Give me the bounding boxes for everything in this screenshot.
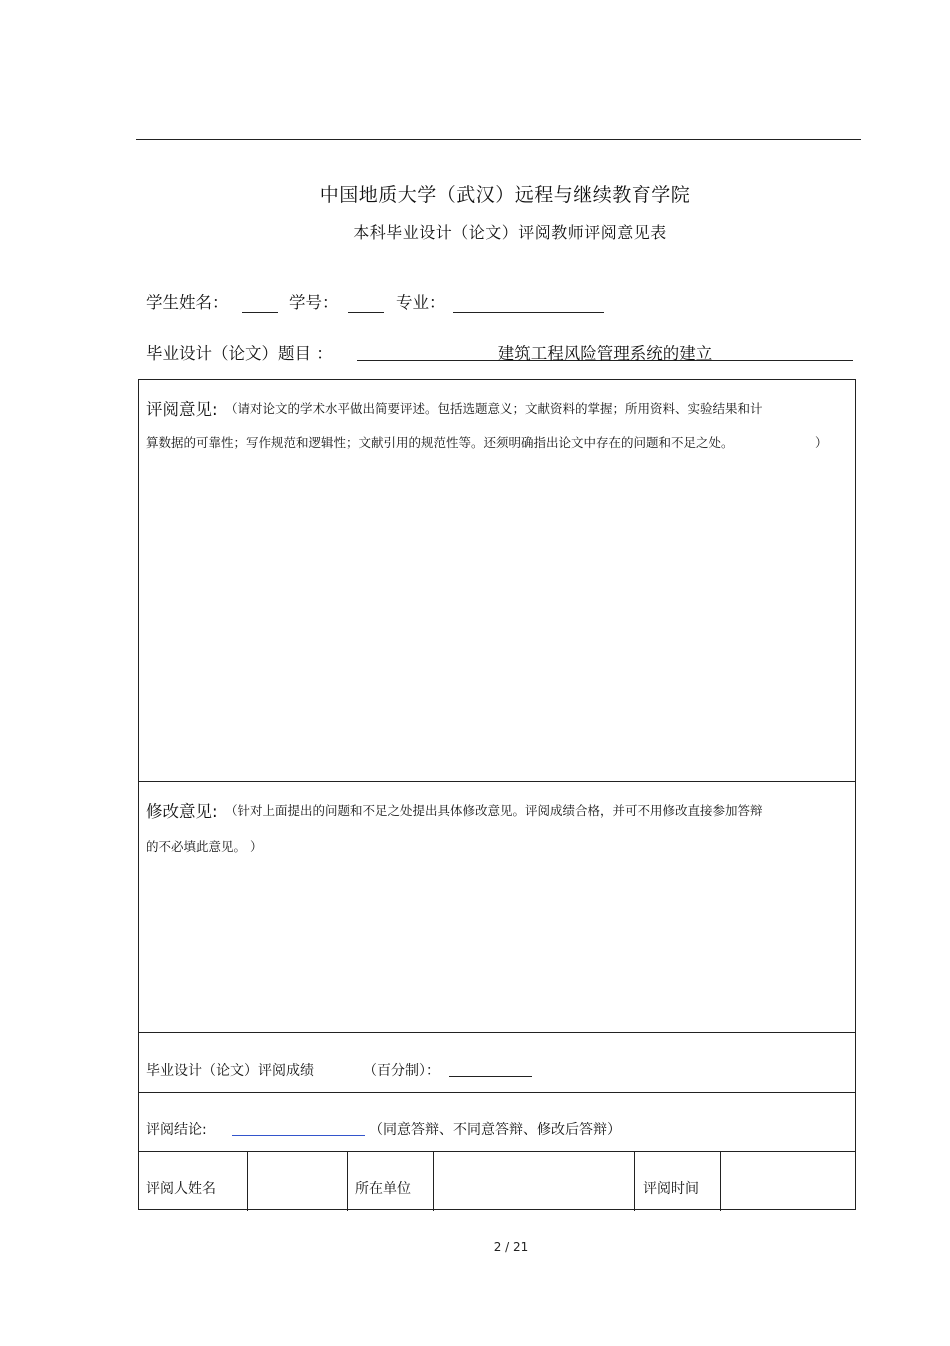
- review-comment-area[interactable]: [139, 455, 855, 780]
- conclusion-label: 评阅结论:: [146, 1122, 207, 1138]
- review-form-table: [138, 379, 856, 1210]
- grade-label: 毕业设计（论文）评阅成绩: [146, 1063, 314, 1079]
- reviewer-name-label: 评阅人姓名: [146, 1181, 216, 1197]
- review-instruction-close: ）: [815, 435, 828, 450]
- student-id-blank[interactable]: [348, 312, 384, 313]
- header-rule: [136, 139, 861, 140]
- revision-instruction-line2: 的不必填此意见。 ）: [146, 839, 263, 854]
- sig-col-divider-2: [347, 1151, 348, 1211]
- topic-value[interactable]: 建筑工程风险管理系统的建立: [357, 340, 853, 361]
- grade-scale: （百分制）：: [363, 1063, 440, 1079]
- revision-comment-area[interactable]: [139, 860, 855, 1030]
- conclusion-blank[interactable]: [232, 1135, 365, 1136]
- divider-revision-grade: [139, 1032, 855, 1033]
- major-blank[interactable]: [453, 312, 604, 313]
- divider-grade-conclusion: [139, 1092, 855, 1093]
- student-id-label: 学号：: [289, 293, 339, 312]
- reviewer-name-cell[interactable]: [248, 1152, 346, 1210]
- date-cell[interactable]: [721, 1152, 855, 1210]
- student-name-blank[interactable]: [242, 312, 278, 313]
- sig-col-divider-4: [634, 1151, 635, 1211]
- form-title: 本科毕业设计（论文）评阅教师评阅意见表: [353, 223, 667, 242]
- major-label: 专业：: [396, 293, 446, 312]
- divider-review-revision: [139, 781, 855, 782]
- revision-heading: 修改意见:: [146, 802, 218, 821]
- institution-title: 中国地质大学（武汉）远程与继续教育学院: [319, 184, 691, 206]
- conclusion-options: （同意答辩、不同意答辩、修改后答辩）: [369, 1122, 621, 1138]
- student-name-label: 学生姓名：: [146, 293, 229, 312]
- topic-label: 毕业设计（论文）题目 ：: [146, 344, 333, 363]
- revision-instruction-line1: （针对上面提出的问题和不足之处提出具体修改意见。评阅成绩合格，并可不用修改直接参加答辩: [225, 803, 763, 818]
- unit-cell[interactable]: [434, 1152, 633, 1210]
- review-instruction-line2: 算数据的可靠性；写作规范和逻辑性；文献引用的规范性等。还须明确指出论文中存在的问题和不足之处。: [146, 435, 734, 450]
- date-label: 评阅时间: [643, 1181, 699, 1197]
- grade-blank[interactable]: [449, 1076, 532, 1077]
- review-heading: 评阅意见:: [146, 400, 218, 419]
- page-indicator: 2 / 21: [493, 1240, 529, 1254]
- review-instruction-line1: （请对论文的学术水平做出简要评述。包括选题意义；文献资料的掌握；所用资料、实验结果和计: [225, 401, 763, 416]
- unit-label: 所在单位: [355, 1181, 411, 1197]
